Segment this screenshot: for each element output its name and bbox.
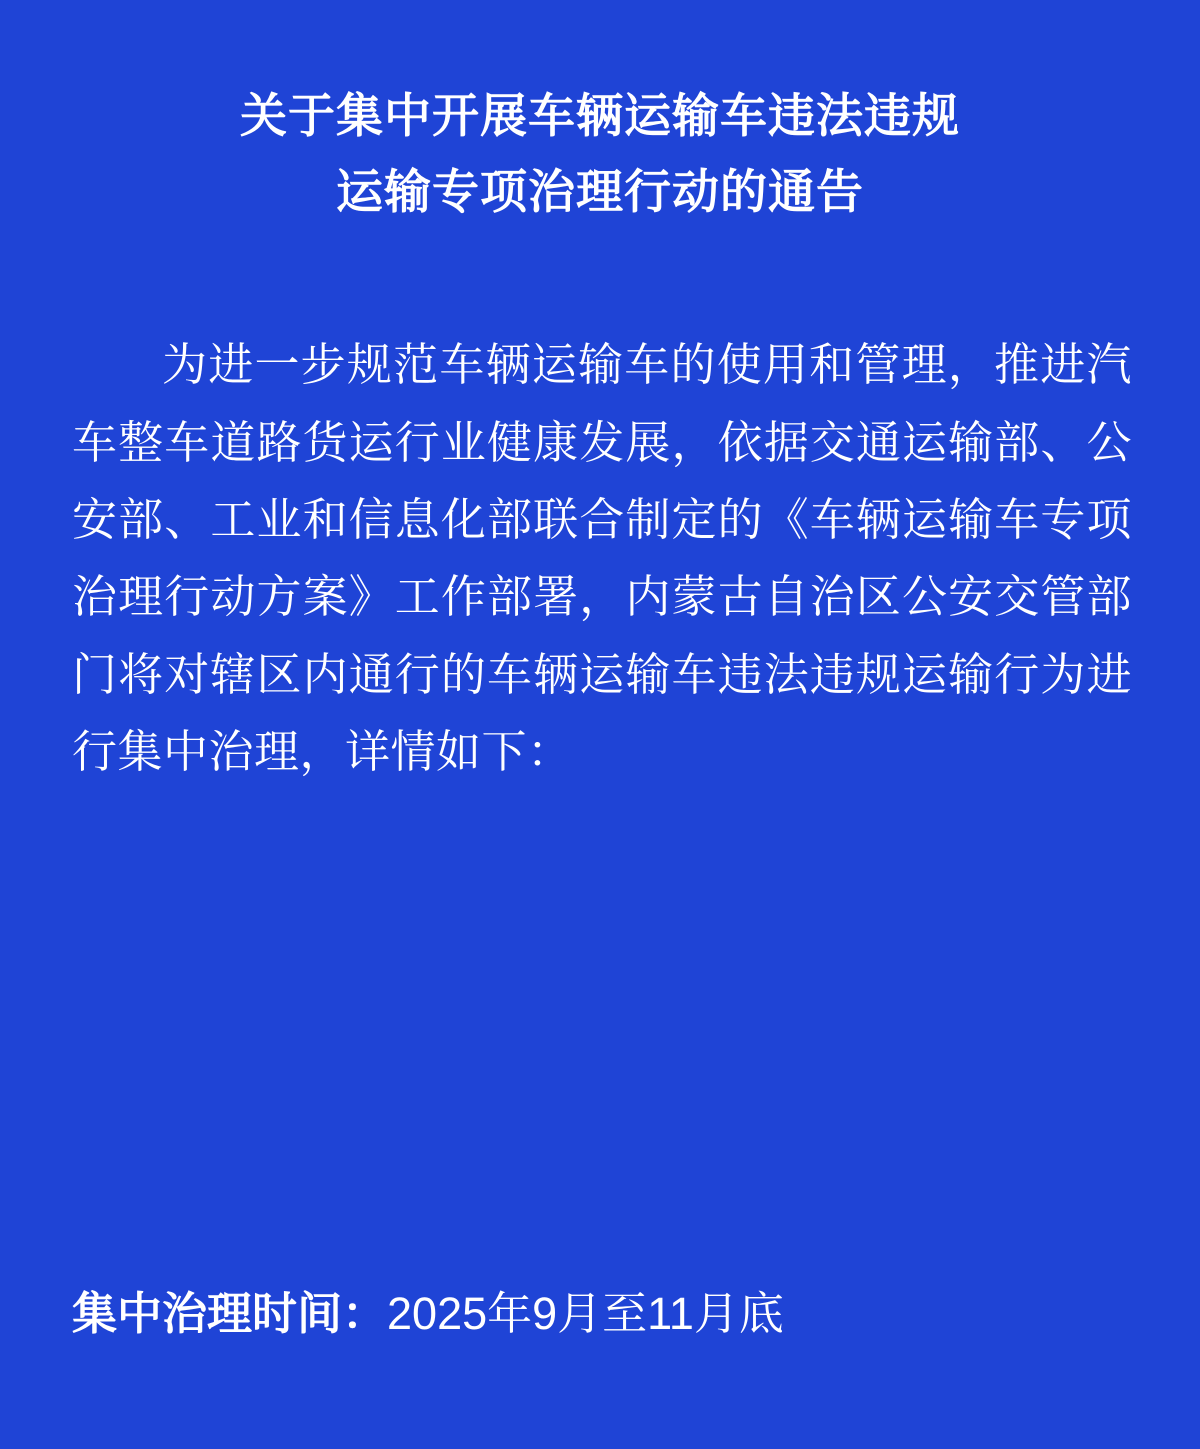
treatment-period: [60, 1285, 1140, 1344]
treatment-period-label: 集中治理时间：: [72, 1288, 388, 1339]
treatment-period-line: [72, 1285, 1132, 1344]
page-title: [60, 78, 1140, 230]
treatment-period-value: 2025年9月至11月底: [387, 1288, 784, 1339]
notice-body: [60, 326, 1140, 790]
body-paragraph-1: 为进一步规范车辆运输车的使用和管理，推进汽车整车道路货运行业健康发展，依据交通运输部、公安部、工业和信息化部联合制定的《车辆运输车专项治理行动方案》工作部署，内蒙古自治区公安交管部门将对辖区内通行的车辆运输车违法违规运输行为进行集中治理，详情如下：: [72, 339, 1132, 778]
title-line-2: 运输专项治理行动的通告: [336, 165, 864, 219]
title-line-1: 关于集中开展车辆运输车违法违规: [240, 89, 960, 142]
